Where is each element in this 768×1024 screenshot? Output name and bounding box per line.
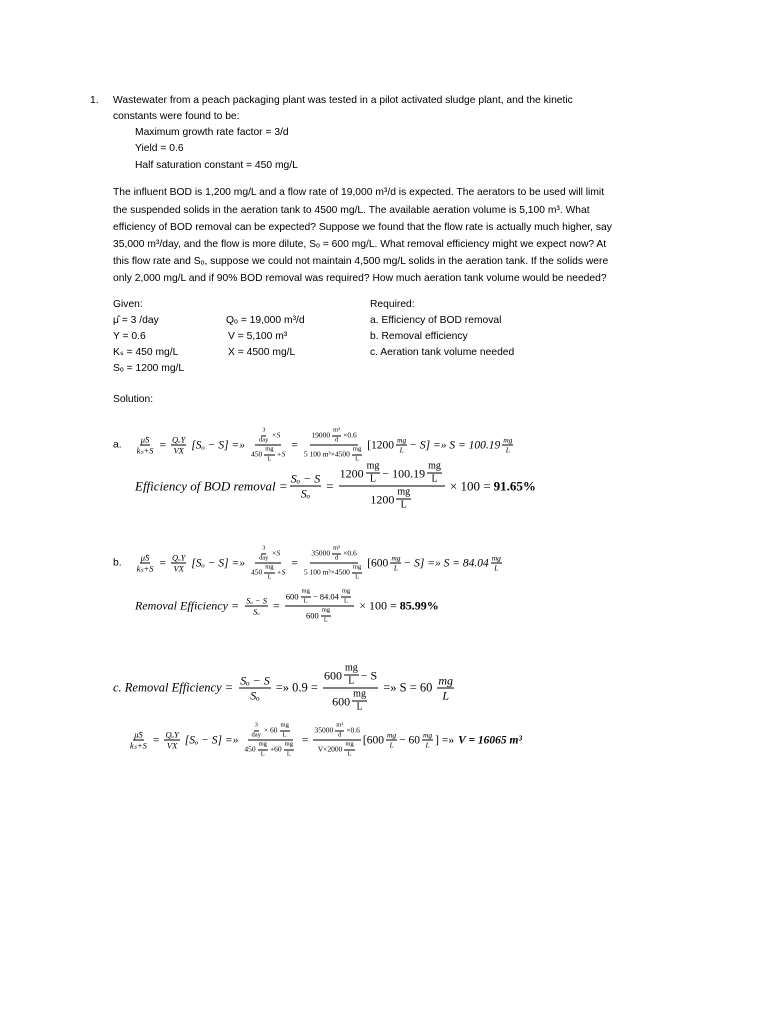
unit-fraction-mg-per-l	[264, 447, 274, 463]
equation-c-efficiency	[113, 664, 456, 713]
unit-numerator: 3	[254, 723, 259, 732]
denominator-term: +S	[276, 449, 286, 459]
efficiency-fraction	[290, 473, 322, 500]
unit-fraction-mg-per-l	[502, 436, 513, 454]
unit-numerator: 3	[261, 546, 266, 555]
unit-denominator: L	[399, 445, 404, 455]
monod-rhs-fraction	[171, 435, 186, 455]
unit-fraction-mg-per-l	[352, 690, 367, 713]
unit-denominator: L	[425, 740, 430, 750]
fraction-numerator: Sₒ − S	[246, 595, 267, 605]
fraction-denominator	[303, 446, 365, 463]
numerator-term: ×S	[271, 548, 281, 558]
unit-denominator: d	[338, 731, 342, 738]
efficiency-fraction	[239, 675, 271, 702]
unit-fraction-mg-per-l	[396, 488, 411, 511]
unit-denominator: L	[431, 473, 438, 485]
flow-yield-fraction	[303, 428, 365, 463]
problem-intro-line: constants were found to be:	[113, 111, 240, 122]
unit-numerator: mg	[428, 460, 441, 472]
unit-fraction-mg-per-l	[386, 731, 397, 749]
unit-denominator: L	[393, 563, 398, 573]
unit-numerator: mg	[264, 447, 274, 456]
unit-numerator: mg	[397, 486, 411, 498]
unit-fraction-mg-per-l	[341, 589, 351, 605]
paragraph-line: only 2,000 mg/L and if 90% BOD removal was required? How much aeration tank volume would be needed?	[113, 273, 607, 284]
unit-numerator: m³	[332, 546, 341, 555]
fraction-numerator	[255, 546, 281, 564]
monod-lhs-fraction	[129, 730, 148, 750]
times-100: × 100 =	[359, 598, 397, 613]
unit-fraction-per-day	[251, 723, 262, 739]
fraction-denominator	[243, 741, 297, 758]
equals-sign: =	[152, 734, 160, 746]
numerator-term: − S	[360, 668, 378, 682]
unit-numerator: mg	[352, 447, 362, 456]
unit-denominator: L	[505, 445, 510, 455]
unit-fraction-mg-per-l	[321, 608, 331, 624]
unit-denominator: L	[282, 731, 287, 738]
paragraph-line: the suspended solids in the aeration tank to 4500 mg/L. The available aeration volume is 5,100 m³. What	[113, 205, 590, 216]
unit-numerator: mg	[503, 435, 513, 444]
unit-denominator: L	[442, 688, 450, 703]
unit-numerator: mg	[344, 742, 354, 751]
unit-fraction-mg-per-l	[258, 742, 268, 758]
denominator-value: 600	[305, 610, 319, 621]
fraction-numerator: Sₒ − S	[290, 471, 321, 486]
tank-term: 5 100 m³×4500	[303, 449, 350, 459]
solution-heading: Solution:	[113, 394, 154, 405]
substrate-bracket: [Sₒ − S] =»	[191, 557, 245, 569]
fraction-numerator	[323, 664, 378, 689]
unit-numerator: mg	[423, 730, 433, 739]
constant-max-growth-rate: Maximum growth rate factor = 3/d	[135, 127, 289, 138]
fraction-denominator	[250, 564, 286, 581]
unit-numerator: mg	[280, 723, 290, 732]
fraction-denominator: Sₒ	[253, 606, 260, 617]
unit-fraction-m3-per-d	[335, 723, 344, 739]
given-q0: Qₒ = 19,000 m³/d	[226, 315, 305, 326]
unit-fraction-mg-per-l	[344, 664, 359, 687]
fraction-denominator	[303, 564, 365, 581]
unit-numerator: mg	[301, 589, 311, 598]
fraction-numerator	[339, 462, 445, 487]
tank-term: V×2000	[317, 744, 343, 754]
unit-denominator: L	[494, 563, 499, 573]
unit-fraction-mg-per-l	[427, 462, 442, 485]
unit-denominator: L	[348, 675, 355, 687]
numerator-term: ×S	[271, 430, 281, 440]
unit-denominator: d	[334, 554, 339, 561]
yield-term: ×0.6	[346, 725, 360, 735]
unit-denominator: day	[251, 731, 261, 738]
fraction-denominator: Sₒ	[300, 486, 311, 501]
target-result: =» S = 60	[383, 680, 433, 695]
required-item-c: c. Aeration tank volume needed	[370, 347, 515, 358]
denominator-term: +S	[276, 567, 286, 577]
unit-denominator: L	[400, 499, 407, 511]
fraction-denominator: VX	[166, 740, 178, 751]
fraction-denominator	[331, 689, 370, 713]
unit-fraction-mg-per-l	[352, 447, 362, 463]
fraction-denominator: kₛ+S	[130, 740, 147, 751]
flow-yield-fraction	[313, 723, 360, 758]
fraction-numerator	[310, 546, 357, 564]
unit-numerator: 3	[261, 428, 266, 437]
given-mu: μ̂ = 3 /day	[113, 315, 159, 326]
unit-fraction-mg-per-l	[491, 554, 502, 572]
denominator-value: 600	[332, 694, 351, 708]
given-ks: Kₛ = 450 mg/L	[113, 347, 179, 358]
denominator-value: 1200	[370, 492, 395, 506]
unit-numerator: mg	[391, 553, 401, 562]
fraction-numerator: QₒY	[165, 729, 179, 739]
equation-a-efficiency	[135, 462, 536, 511]
efficiency-label: c. Removal Efficiency =	[113, 680, 234, 695]
rate-fraction	[250, 546, 286, 581]
equation-a-substrate	[113, 428, 515, 463]
denominator-value: 450	[244, 744, 256, 754]
efficiency-result: 85.99%	[399, 598, 439, 613]
times-100: × 100 =	[449, 478, 491, 493]
denominator-term: +60	[269, 744, 282, 754]
numerator-value: 1200	[339, 466, 364, 480]
substrate-bracket: [Sₒ − S] =»	[184, 734, 239, 746]
fraction-numerator	[313, 723, 360, 741]
bracket-open-value: [600	[367, 557, 389, 569]
unit-denominator: day	[259, 436, 269, 443]
constant-half-saturation: Half saturation constant = 450 mg/L	[135, 160, 298, 171]
unit-numerator: mg	[353, 688, 366, 700]
monod-rhs-fraction	[164, 730, 179, 750]
equation-b-efficiency	[135, 589, 439, 624]
unit-numerator: m³	[332, 428, 341, 437]
unit-fraction-mg-per-l	[301, 589, 311, 605]
given-heading: Given:	[113, 299, 143, 310]
paragraph-line: this flow rate and Sₒ, suppose we could not maintain 4,500 mg/L solids in the aeration tank. If the solids were	[113, 256, 609, 267]
given-solids: X = 4500 mg/L	[228, 347, 296, 358]
unit-numerator: mg	[397, 435, 407, 444]
equals-sign: =	[326, 478, 334, 493]
unit-denominator: L	[303, 597, 308, 604]
unit-fraction-mg-per-l	[352, 565, 362, 581]
unit-fraction-mg-per-l	[422, 731, 433, 749]
unit-denominator: L	[355, 573, 360, 580]
equation-label: a.	[113, 439, 122, 451]
fraction-denominator	[250, 446, 286, 463]
unit-denominator: L	[355, 455, 360, 462]
efficiency-label: Removal Efficiency =	[135, 598, 240, 613]
fraction-numerator	[255, 428, 281, 446]
unit-numerator: mg	[264, 565, 274, 574]
efficiency-fraction	[245, 596, 268, 616]
given-volume: V = 5,100 m³	[228, 331, 288, 342]
unit-denominator: L	[267, 573, 272, 580]
monod-lhs-fraction	[136, 435, 155, 455]
unit-fraction-mg-per-l	[437, 675, 454, 702]
equals-sign: =	[291, 439, 298, 451]
substrate-result: − S] =» S = 84.04	[403, 557, 489, 569]
equation-b-substrate	[113, 546, 504, 581]
unit-fraction-mg-per-l	[264, 565, 274, 581]
equals-sign: =	[301, 734, 309, 746]
unit-denominator: L	[389, 740, 394, 750]
fraction-denominator	[369, 487, 414, 511]
unit-numerator: mg	[386, 730, 397, 739]
unit-fraction-per-day	[258, 546, 269, 562]
fraction-denominator	[305, 607, 334, 624]
flow-yield-fraction	[303, 546, 365, 581]
unit-fraction-mg-per-l	[390, 554, 401, 572]
fraction-numerator	[285, 589, 354, 607]
unit-denominator: L	[344, 597, 349, 604]
problem-number: 1.	[90, 95, 99, 106]
paragraph-line: 35,000 m³/day, and the flow is more dilute, Sₒ = 600 mg/L. What removal efficiency might we expect now? At	[113, 239, 607, 250]
substrate-bracket: [Sₒ − S] =»	[191, 439, 245, 451]
unit-denominator: L	[347, 750, 352, 757]
required-heading: Required:	[370, 299, 415, 310]
unit-denominator: L	[286, 750, 291, 757]
denominator-value: 450	[250, 567, 263, 577]
unit-denominator: L	[356, 701, 363, 713]
flow-value: 19000	[311, 430, 331, 440]
bracket-open-value: [1200	[367, 439, 395, 451]
yield-term: ×0.6	[343, 430, 357, 440]
required-item-b: b. Removal efficiency	[370, 331, 468, 342]
fraction-denominator	[317, 741, 358, 758]
unit-fraction-m3-per-d	[332, 428, 341, 444]
fraction-denominator: VX	[173, 563, 184, 574]
fraction-numerator: μ̂S	[140, 434, 150, 444]
unit-fraction-per-day	[258, 428, 269, 444]
efficiency-result: 91.65%	[493, 478, 536, 493]
unit-numerator: mg	[352, 565, 362, 574]
unit-fraction-mg-per-l	[344, 742, 354, 758]
fraction-numerator: QₒY	[172, 434, 186, 444]
unit-fraction-m3-per-d	[332, 546, 341, 562]
yield-term: ×0.6	[343, 548, 357, 558]
bracket-close: ] =»	[435, 734, 455, 746]
constant-yield: Yield = 0.6	[135, 143, 184, 154]
rate-fraction	[250, 428, 286, 463]
bracket-open-value: [600	[362, 734, 384, 746]
fraction-denominator: kₛ+S	[136, 563, 154, 574]
numerator-value: − 100.19	[382, 466, 426, 480]
unit-fraction-mg-per-l	[280, 723, 290, 739]
denominator-value: 450	[250, 449, 263, 459]
given-s0: Sₒ = 1200 mg/L	[113, 363, 185, 374]
flow-value: 35000	[311, 548, 331, 558]
equation-c-volume	[127, 723, 522, 758]
unit-numerator: mg	[438, 673, 454, 688]
unit-denominator: L	[369, 473, 376, 485]
problem-intro-line: Wastewater from a peach packaging plant was tested in a pilot activated sludge plant, and the kinetic	[113, 95, 573, 106]
fraction-numerator: QₒY	[172, 552, 186, 562]
numerator-value: 600	[323, 668, 342, 682]
monod-rhs-fraction	[171, 553, 186, 573]
unit-denominator: d	[334, 436, 339, 443]
volume-result: V = 16065 m³	[458, 734, 522, 746]
equals-sign: =	[159, 557, 167, 569]
unit-denominator: day	[259, 554, 269, 561]
minus-60: − 60	[399, 734, 420, 746]
unit-numerator: mg	[341, 589, 351, 598]
implies-target: =» 0.9 =	[275, 680, 318, 695]
required-item-a: a. Efficiency of BOD removal	[370, 315, 502, 326]
unit-fraction-mg-per-l	[396, 436, 407, 454]
unit-fraction-mg-per-l	[284, 742, 294, 758]
unit-fraction-mg-per-l	[366, 462, 381, 485]
equals-sign: =	[159, 439, 167, 451]
efficiency-value-fraction	[339, 462, 445, 511]
fraction-numerator: Sₒ − S	[240, 673, 270, 688]
monod-lhs-fraction	[136, 553, 155, 573]
unit-denominator: L	[260, 750, 265, 757]
rate-fraction	[243, 723, 297, 758]
unit-numerator: mg	[258, 742, 268, 751]
target-fraction	[323, 664, 378, 713]
equals-sign: =	[272, 598, 280, 613]
unit-numerator: mg	[344, 662, 358, 674]
tank-term: 5 100 m³×4500	[303, 567, 350, 577]
substrate-result: − S] =» S = 100.19	[409, 439, 501, 451]
equals-sign: =	[291, 557, 298, 569]
numerator-value: 600	[285, 591, 299, 602]
unit-numerator: m³	[335, 723, 344, 732]
unit-numerator: mg	[284, 742, 294, 751]
fraction-numerator	[248, 723, 293, 741]
unit-numerator: mg	[491, 553, 501, 562]
fraction-denominator: VX	[173, 445, 184, 456]
given-yield: Y = 0.6	[113, 331, 146, 342]
flow-value: 35000	[314, 725, 334, 735]
numerator-term: × 60	[263, 725, 278, 735]
fraction-numerator: μ̂S	[140, 552, 150, 562]
fraction-denominator: Sₒ	[250, 688, 260, 703]
paragraph-line: efficiency of BOD removal can be expected? Suppose we found that the flow rate is actually much higher, say	[113, 222, 612, 233]
unit-numerator: mg	[366, 460, 380, 472]
fraction-denominator: kₛ+S	[136, 445, 154, 456]
equation-label: b.	[113, 557, 122, 569]
unit-denominator: L	[267, 455, 272, 462]
efficiency-label: Efficiency of BOD removal =	[135, 478, 288, 493]
unit-numerator: mg	[321, 608, 331, 617]
numerator-value: − 84.04	[312, 591, 339, 602]
paragraph-line: The influent BOD is 1,200 mg/L and a flow rate of 19,000 m³/d is expected. The aerators to be used will limit	[113, 187, 605, 198]
fraction-numerator: μ̂S	[134, 729, 143, 739]
unit-denominator: L	[323, 616, 328, 623]
efficiency-value-fraction	[285, 589, 354, 624]
fraction-numerator	[310, 428, 357, 446]
